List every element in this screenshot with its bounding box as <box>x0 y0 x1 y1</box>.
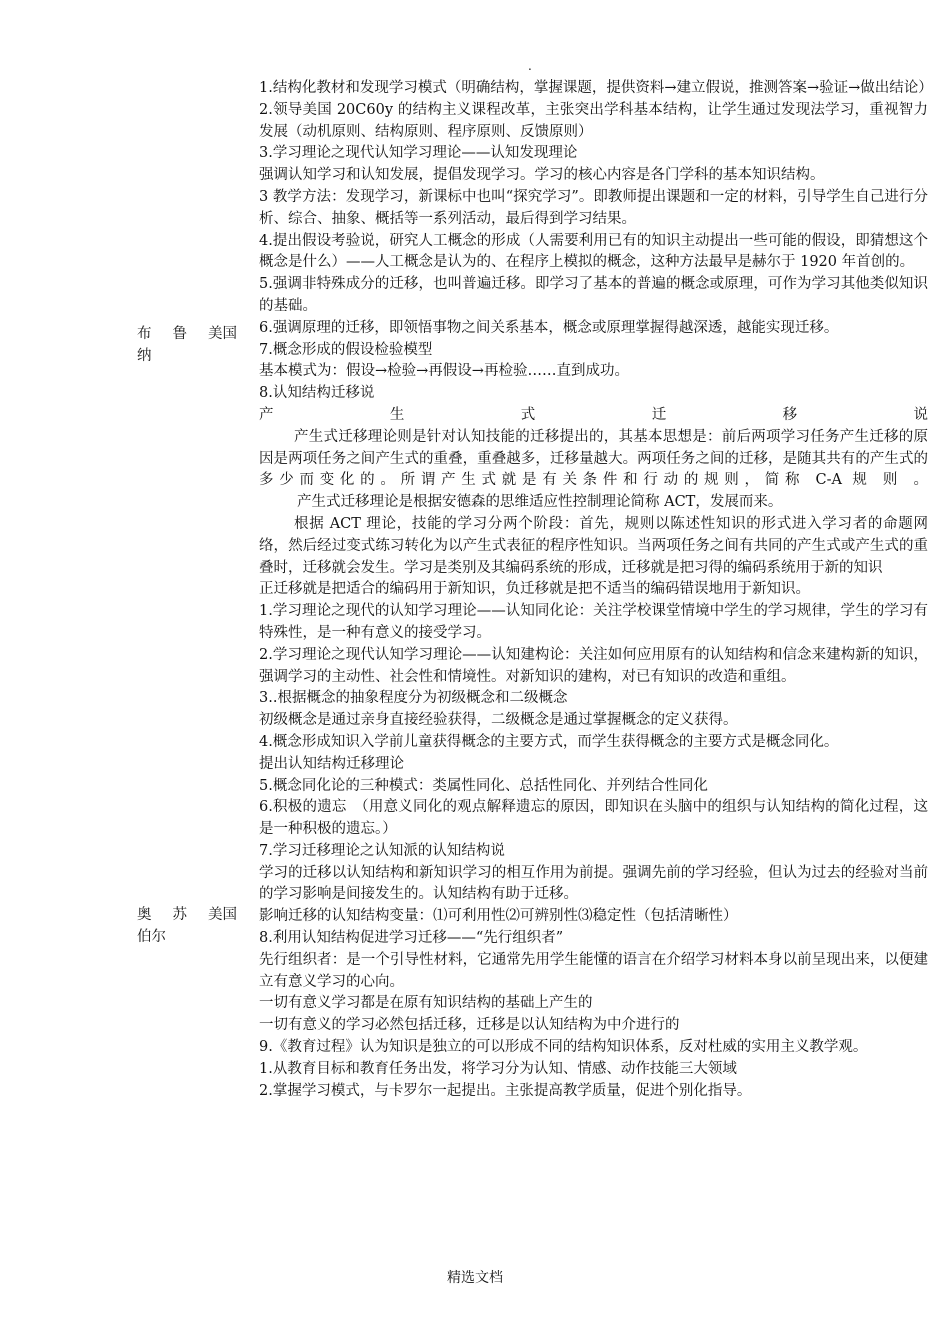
paragraph: 产生式迁移理论是根据安德森的思维适应性控制理论简称 ACT，发展而来。 <box>297 494 783 511</box>
paragraph: 学习的迁移以认知结构和新知识学习的相互作用为前提。强调先前的学习经验，但认为过去的经验对当前的学习影响是间接发生的。认知结构有助于迁移。 <box>259 864 928 903</box>
paragraph: 6.积极的遗忘 （用意义同化的观点解释遗忘的原因，即知识在头脑中的组织与认知结构的简化过程，这是一种积极的遗忘。） <box>259 799 928 838</box>
paragraph: 基本模式为：假设→检验→再假设→再检验……直到成功。 <box>259 363 629 380</box>
paragraph: 6.强调原理的迁移，即领悟事物之间关系基本，概念或原理掌握得越深透，越能实现迁移。 <box>259 319 839 336</box>
paragraph: 2.领导美国 20C60y 的结构主义课程改革，主张突出学科基本结构，让学生通过发现法学习，重视智力发展（动机原则、结构原则、程序原则、反馈原则） <box>259 101 928 140</box>
side-label-line2: 伯尔 <box>137 928 166 945</box>
paragraph: 8.认知结构迁移说 <box>259 385 375 402</box>
side-label-ausubel <box>137 905 247 949</box>
paragraph: 3..根据概念的抽象程度分为初级概念和二级概念 <box>259 690 568 707</box>
paragraph: 4.概念形成知识入学前儿童获得概念的主要方式，而学生获得概念的主要方式是概念同化。 <box>259 733 839 750</box>
paragraph: 4.提出假设考验说，研究人工概念的形成（人需要利用已有的知识主动提出一些可能的假设，即猜想这个概念是什么）——人工概念是认为的、在程序上模拟的概念，这种方法最早是赫尔于 1920 年首创的。 <box>259 232 928 271</box>
top-mark: . <box>528 59 532 73</box>
paragraph: 强调认知学习和认知发展，提倡发现学习。学习的核心内容是各门学科的基本知识结构。 <box>259 167 825 184</box>
paragraph: 2.学习理论之现代认知学习理论——认知建构论：关注如何应用原有的认知结构和信念来建构新的知识，强调学习的主动性、社会性和情境性。对新知识的建构，对已有知识的改造和重组。 <box>259 646 928 685</box>
side-label-country: 美国 <box>208 326 237 342</box>
side-label-char: 奥 <box>137 907 152 923</box>
paragraph: 3.学习理论之现代认知学习理论——认知发现理论 <box>259 145 578 162</box>
paragraph: 9.《教育过程》认为知识是独立的可以形成不同的结构知识体系，反对杜威的实用主义教学观。 <box>259 1039 868 1056</box>
paragraph: 根据 ACT 理论，技能的学习分两个阶段：首先，规则以陈述性知识的形式进入学习者的命题网络，然后经过变式练习转化为以产生式表征的程序性知识。当两项任务之间有共同的产生式或产生式的重叠时，迁移就会发生。学习是类别及其编码系统的形成，迁移就是把习得的编码系统用于新的知识 <box>259 515 928 576</box>
paragraph: 8.利用认知结构促进学习迁移——“先行组织者” <box>259 930 564 947</box>
paragraph: 1.学习理论之现代的认知学习理论——认知同化论：关注学校课堂情境中学生的学习规律，学生的学习有特殊性，是一种有意义的接受学习。 <box>259 603 928 641</box>
paragraph: 3 教学方法：发现学习，新课标中也叫“探究学习”。即教师提出课题和一定的材料，引导学生自己进行分析、综合、抽象、概括等一系列活动，最后得到学习结果。 <box>259 188 928 227</box>
paragraph: 初级概念是通过亲身直接经验获得，二级概念是通过掌握概念的定义获得。 <box>259 712 738 729</box>
paragraph: 5.强调非特殊成分的迁移，也叫普遍迁移。即学习了基本的普遍的概念或原理，可作为学习其他类似知识的基础。 <box>259 276 928 314</box>
paragraph: 正迁移就是把适合的编码用于新知识，负迁移就是把不适当的编码错误地用于新知识。 <box>259 581 810 598</box>
paragraph: 影响迁移的认知结构变量：⑴可利用性⑵可辨别性⑶稳定性（包括清晰性） <box>259 908 738 925</box>
paragraph: 产生式迁移理论则是针对认知技能的迁移提出的，其基本思想是：前后两项学习任务产生迁移的原因是两项任务之间产生式的重叠，重叠越多，迁移量越大。两项任务之间的迁移，是随其共有的产生式的多少而变化的。所谓产生式就是有关条件和行动的规则，简称 C-A 规 则 。 <box>259 428 928 489</box>
paragraph: 1.结构化教材和发现学习模式（明确结构，掌握课题，提供资料→建立假说，推测答案→验证→做出结论） <box>259 80 933 96</box>
paragraph: 7.学习迁移理论之认知派的认知结构说 <box>259 842 505 859</box>
paragraph: 2.掌握学习模式，与卡罗尔一起提出。主张提高教学质量，促进个别化指导。 <box>259 1082 752 1099</box>
paragraph: 先行组织者：是一个引导性材料，它通常先用学生能懂的语言在介绍学习材料本身以前呈现出来，以便建立有意义学习的心向。 <box>259 951 928 990</box>
paragraph: 7.概念形成的假设检验模型 <box>259 341 433 358</box>
paragraph: 一切有意义学习都是在原有知识结构的基础上产生的 <box>259 995 593 1012</box>
document-body <box>259 78 933 1102</box>
paragraph: 5.概念同化论的三种模式：类属性同化、总括性同化、并列结合性同化 <box>259 777 708 794</box>
side-label-country: 美国 <box>208 907 237 923</box>
paragraph: 提出认知结构迁移理论 <box>259 755 404 772</box>
side-label-char: 苏 <box>172 907 187 923</box>
side-label-line2: 纳 <box>137 347 152 364</box>
side-label-char: 布 <box>137 326 152 342</box>
paragraph: 1.从教育目标和教育任务出发，将学习分为认知、情感、动作技能三大领域 <box>259 1060 737 1077</box>
paragraph: 一切有意义的学习必然包括迁移，迁移是以认知结构为中介进行的 <box>259 1017 680 1034</box>
paragraph: 产 生 式 迁 移 说 <box>259 406 928 423</box>
side-label-bruner <box>137 324 247 368</box>
page-footer: 精选文档 <box>447 1270 503 1286</box>
side-label-char: 鲁 <box>172 326 187 342</box>
